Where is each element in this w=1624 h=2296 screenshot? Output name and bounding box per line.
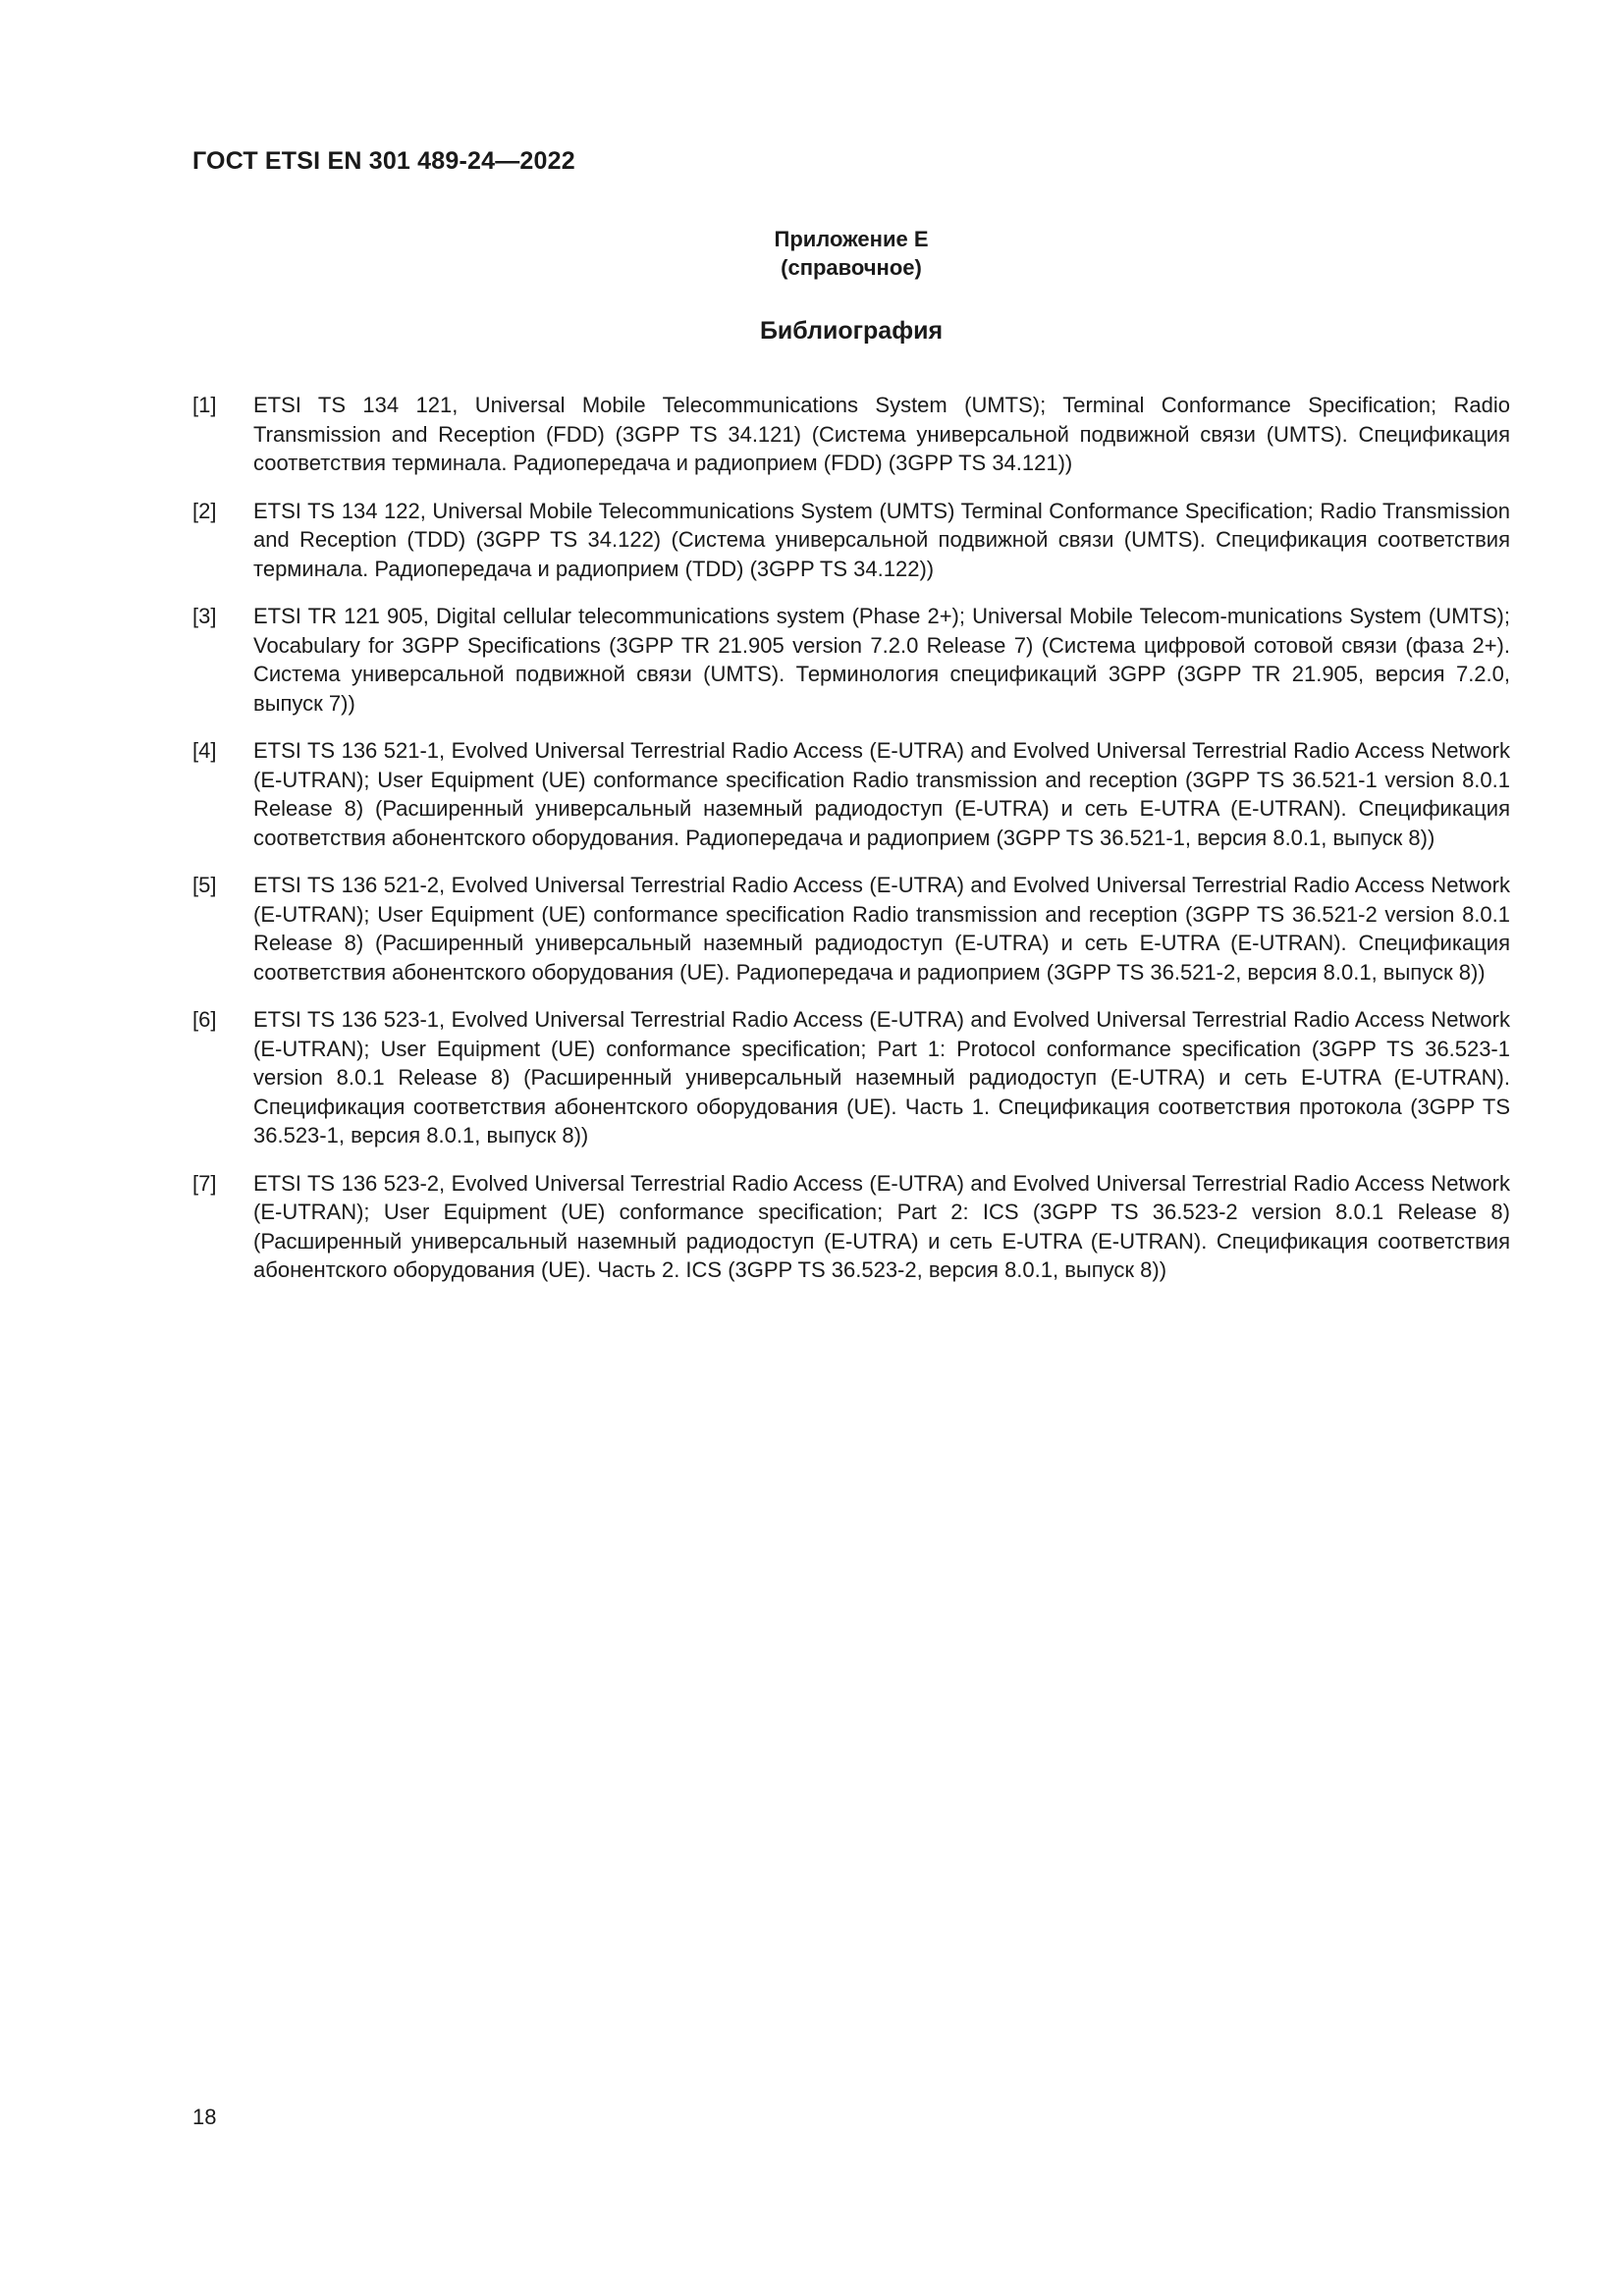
reference-text: ETSI TS 136 521-1, Evolved Universal Terrestrial Radio Access (E-UTRA) and Evolved Universal Terrestrial Radio Access Network (E-UTRAN); User Equipment (UE) conformance specification Radio transmission and reception (3GPP TS 36.521-1 version 8.0.1 Release 8) (Расширенный универсальный наземный радиодоступ (E-UTRA) и сеть E-UTRA (E-UTRAN). Спецификация соответствия абонентского оборудования. Радиопередача и радиоприем (3GPP TS 36.521-1, версия 8.0.1, выпуск 8))	[253, 738, 1510, 850]
reference-number: [3]	[192, 604, 217, 628]
reference-text: ETSI TS 134 121, Universal Mobile Telecommunications System (UMTS); Terminal Conformance Specification; Radio Transmission and Reception (FDD) (3GPP TS 34.121) (Система универсальной подвижной связи (UMTS). Спецификация соответствия терминала. Радиопередача и радиоприем (FDD) (3GPP TS 34.121))	[253, 393, 1510, 475]
reference-item-5	[192, 871, 1510, 987]
reference-text: ETSI TS 136 523-2, Evolved Universal Terrestrial Radio Access (E-UTRA) and Evolved Universal Terrestrial Radio Access Network (E-UTRAN); User Equipment (UE) conformance specification; Part 2: ICS (3GPP TS 36.523-2 version 8.0.1 Release 8) (Расширенный универсальный наземный радиодоступ (E-UTRA) и сеть E-UTRA (E-UTRAN). Спецификация соответствия абонентского оборудования (UE). Часть 2. ICS (3GPP TS 36.523-2, версия 8.0.1, выпуск 8))	[253, 1170, 1510, 1282]
annex-title: Приложение Е	[774, 227, 929, 251]
reference-item-1	[192, 391, 1510, 478]
annex-heading	[0, 225, 1624, 282]
standard-designation: ГОСТ ETSI EN 301 489-24—2022	[192, 147, 575, 175]
reference-text: ETSI TR 121 905, Digital cellular telecommunications system (Phase 2+); Universal Mobile Telecom-munications System (UMTS); Vocabulary for 3GPP Specifications (3GPP TR 21.905 version 7.2.0 Release 7) (Система цифровой сотовой связи (фаза 2+). Система универсальной подвижной связи (UMTS). Терминология спецификаций 3GPP (3GPP TR 21.905, версия 7.2.0, выпуск 7))	[253, 604, 1510, 716]
reference-text: ETSI TS 136 521-2, Evolved Universal Terrestrial Radio Access (E-UTRA) and Evolved Universal Terrestrial Radio Access Network (E-UTRAN); User Equipment (UE) conformance specification Radio transmission and reception (3GPP TS 36.521-2 version 8.0.1 Release 8) (Расширенный универсальный наземный радиодоступ (E-UTRA) и сеть E-UTRA (E-UTRAN). Спецификация соответствия абонентского оборудования (UE). Радиопередача и радиоприем (3GPP TS 36.521-2, версия 8.0.1, выпуск 8))	[253, 873, 1510, 985]
reference-item-7	[192, 1169, 1510, 1285]
reference-number: [7]	[192, 1170, 217, 1196]
reference-item-4	[192, 736, 1510, 852]
bibliography-title: Библиография	[759, 317, 944, 345]
reference-number: [4]	[192, 738, 217, 763]
reference-number: [2]	[192, 498, 217, 523]
reference-item-6	[192, 1005, 1510, 1150]
reference-number: [1]	[192, 393, 217, 417]
reference-text: ETSI TS 134 122, Universal Mobile Telecommunications System (UMTS) Terminal Conformance Specification; Radio Transmission and Reception (TDD) (3GPP TS 34.122) (Система универсальной подвижной связи (UMTS). Спецификация соответствия терминала. Радиопередача и радиоприем (TDD) (3GPP TS 34.122))	[253, 498, 1510, 581]
page-number: 18	[192, 2105, 217, 2129]
reference-item-2	[192, 497, 1510, 584]
reference-list	[192, 391, 1510, 1304]
reference-item-3	[192, 602, 1510, 718]
reference-number: [5]	[192, 873, 217, 897]
reference-text: ETSI TS 136 523-1, Evolved Universal Terrestrial Radio Access (E-UTRA) and Evolved Universal Terrestrial Radio Access Network (E-UTRAN); User Equipment (UE) conformance specification; Part 1: Protocol conformance specification (3GPP TS 36.523-1 version 8.0.1 Release 8) (Расширенный универсальный наземный радиодоступ (E-UTRA) и сеть E-UTRA (E-UTRAN). Спецификация соответствия абонентского оборудования (UE). Часть 1. Спецификация соответствия протокола (3GPP TS 36.523-1, версия 8.0.1, выпуск 8))	[253, 1007, 1510, 1148]
annex-type: (справочное)	[781, 255, 922, 280]
reference-number: [6]	[192, 1007, 217, 1032]
